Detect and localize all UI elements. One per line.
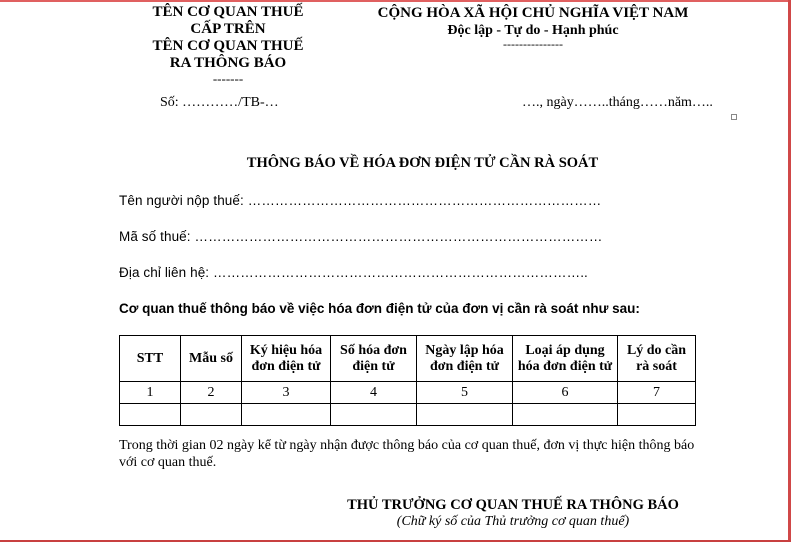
taxpayer-name-field: Tên người nộp thuế: …………………………………………………………………… bbox=[119, 193, 602, 208]
nation-name: CỘNG HÒA XÃ HỘI CHỦ NGHĨA VIỆT NAM bbox=[377, 5, 689, 21]
table-cell: 2 bbox=[181, 382, 242, 404]
agency-line: RA THÔNG BÁO bbox=[169, 55, 287, 71]
header-stt: STT bbox=[120, 336, 181, 382]
header-invoice-symbol: Ký hiệu hóa đơn điện tử bbox=[242, 336, 331, 382]
table-cell: 1 bbox=[120, 382, 181, 404]
document-title: THÔNG BÁO VỀ HÓA ĐƠN ĐIỆN TỬ CẦN RÀ SOÁT bbox=[246, 155, 599, 171]
table-cell[interactable] bbox=[331, 404, 417, 426]
address-field: Địa chỉ liên hệ: ……………………………………………………………………….. bbox=[119, 265, 588, 280]
paragraph-line: Trong thời gian 02 ngày kể từ ngày nhận được thông báo của cơ quan thuế, đơn vị thực hiện thông báo bbox=[119, 438, 695, 453]
signature-title: THỦ TRƯỞNG CƠ QUAN THUẾ RA THÔNG BÁO bbox=[347, 497, 679, 513]
table-cell: 3 bbox=[242, 382, 331, 404]
agency-line: TÊN CƠ QUAN THUẾ bbox=[152, 38, 304, 54]
table-header-row bbox=[120, 336, 696, 382]
header-invoice-number: Số hóa đơn điện tử bbox=[331, 336, 417, 382]
notice-statement: Cơ quan thuế thông báo về việc hóa đơn điện tử của đơn vị cần rà soát như sau: bbox=[119, 301, 640, 316]
national-motto: Độc lập - Tự do - Hạnh phúc bbox=[447, 23, 619, 38]
table-empty-row bbox=[120, 404, 696, 426]
header-issue-date: Ngày lập hóa đơn điện tử bbox=[417, 336, 513, 382]
tax-code-field: Mã số thuế: ……………………………………………………………………………… bbox=[119, 229, 603, 244]
header-review-reason: Lý do cần rà soát bbox=[618, 336, 696, 382]
table-cell: 6 bbox=[513, 382, 618, 404]
issuing-agency-block bbox=[128, 4, 328, 86]
agency-divider: ------- bbox=[212, 71, 244, 86]
agency-line: TÊN CƠ QUAN THUẾ bbox=[152, 4, 304, 20]
table-cell[interactable] bbox=[618, 404, 696, 426]
document-number: Số: …………/TB-… bbox=[160, 95, 279, 110]
paragraph-line: với cơ quan thuế. bbox=[119, 455, 217, 470]
table-cell[interactable] bbox=[120, 404, 181, 426]
national-title-block bbox=[330, 4, 736, 49]
object-anchor-handle[interactable] bbox=[731, 114, 737, 120]
agency-line: CẤP TRÊN bbox=[190, 21, 266, 37]
table-index-row bbox=[120, 382, 696, 404]
invoice-review-table bbox=[119, 335, 696, 426]
table-cell: 7 bbox=[618, 382, 696, 404]
window-border-top bbox=[0, 0, 791, 2]
table-cell: 5 bbox=[417, 382, 513, 404]
signature-note: (Chữ ký số của Thủ trưởng cơ quan thuế) bbox=[396, 514, 630, 529]
document-date: …., ngày……..tháng……năm….. bbox=[522, 95, 713, 110]
header-invoice-type: Loại áp dụng hóa đơn điện tử bbox=[513, 336, 618, 382]
table-cell[interactable] bbox=[417, 404, 513, 426]
table-cell[interactable] bbox=[513, 404, 618, 426]
table-cell: 4 bbox=[331, 382, 417, 404]
header-form-number: Mẫu số bbox=[181, 336, 242, 382]
instruction-paragraph bbox=[119, 437, 739, 471]
table-cell[interactable] bbox=[242, 404, 331, 426]
motto-divider: --------------- bbox=[503, 37, 563, 51]
table-cell[interactable] bbox=[181, 404, 242, 426]
